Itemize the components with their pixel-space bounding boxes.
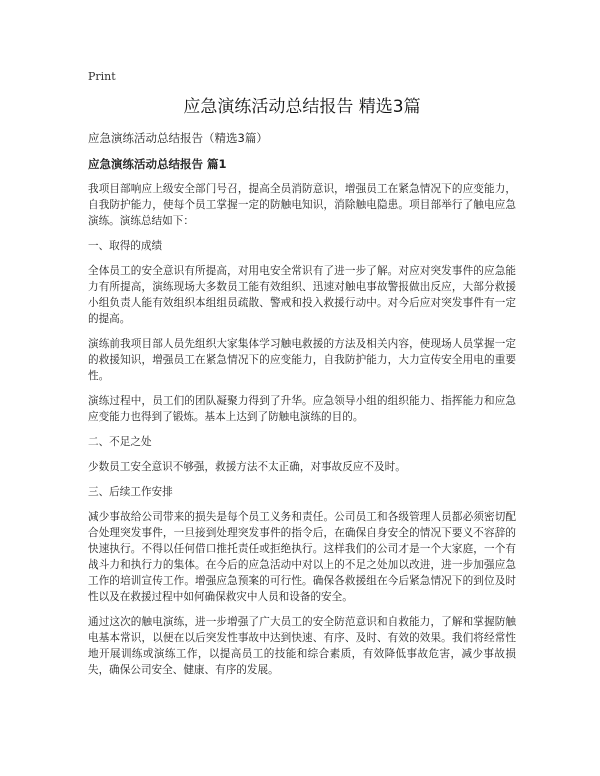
document-subtitle: 应急演练活动总结报告（精选3篇） xyxy=(88,131,268,145)
print-label: Print xyxy=(88,70,116,83)
section-heading: 应急演练活动总结报告 篇1 xyxy=(88,157,227,171)
intro-paragraph: 我项目部响应上级安全部门号召，提高全员消防意识，增强员工在紧急情况下的应变能力，自我防护能力，使每个员工掌握一定的防触电知识，消除触电隐患。项目部举行了触电应急演练。演练总结如下： xyxy=(88,183,516,227)
document-title: 应急演练活动总结报告 精选3篇 xyxy=(183,97,421,117)
achievements-paragraph-3: 演练过程中，员工们的团队凝聚力得到了升华。应急领导小组的组织能力、指挥能力和应急应变能力也得到了锻炼。基本上达到了防触电演练的目的。 xyxy=(88,395,516,423)
followup-paragraph-1: 减少事故给公司带来的损失是每个员工义务和责任。公司员工和各级管理人员都必须密切配合处理突发事件，一旦接到处理突发事件的指令后，在确保自身安全的情况下要义不容辞的快速执行。不得以任何借口推托责任或拒绝执行。这样我们的公司才是一个大家庭，一个有战斗力和执行力的集体。在今后的应急活动中对以上的不足之处加以改进，进一步加强应急工作的培训宣传工作。增强应急预案的可行性。确保各救援组在今后紧急情况下的到位及时性以及在救援过程中如何确保救灾中人员和设备的安全。 xyxy=(88,511,516,603)
achievements-paragraph-1: 全体员工的安全意识有所提高，对用电安全常识有了进一步了解。对应对突发事件的应急能力有所提高，演练现场大多数员工能有效组织、迅速对触电事故警报做出反应，大部分救援小组负责人能有效组织本组组员疏散、警戒和投入救援行动中。对今后应对突发事件有一定的提高。 xyxy=(88,265,516,325)
followup-paragraph-2: 通过这次的触电演练，进一步增强了广大员工的安全防范意识和自救能力，了解和掌握防触电基本常识，以便在以后突发性事故中达到快速、有序、及时、有效的效果。我们将经常性地开展训练或演练工作，以提高员工的技能和综合素质，有效降低事故危害，减少事故损失，确保公司安全、健康、有序的发展。 xyxy=(88,616,516,676)
heading-achievements: 一、取得的成绩 xyxy=(88,240,163,252)
achievements-paragraph-2: 演练前我项目部人员先组织大家集体学习触电救援的方法及相关内容，使现场人员掌握一定的救援知识，增强员工在紧急情况下的应变能力，自我防护能力，大力宣传安全用电的重要性。 xyxy=(88,338,516,382)
heading-followup: 三、后续工作安排 xyxy=(88,486,173,498)
shortcomings-paragraph: 少数员工安全意识不够强，救援方法不太正确，对事故反应不及时。 xyxy=(88,461,406,473)
heading-shortcomings: 二、不足之处 xyxy=(88,436,152,448)
